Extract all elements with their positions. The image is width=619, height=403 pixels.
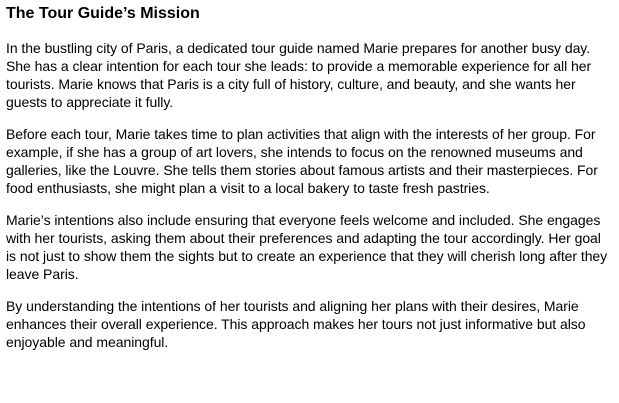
document-title: The Tour Guide’s Mission [6, 5, 200, 22]
paragraph-intro: In the bustling city of Paris, a dedicated tour guide named Marie prepares for another busy day. She has a clear intention for each tour she leads: to provide a memorable experience for all her tourists. Marie knows that Paris is a city full of history, culture, and beauty, and she wants her guests to appreciate it fully. [6, 40, 592, 110]
paragraph-conclusion: By understanding the intentions of her tourists and aligning her plans with their desires, Marie enhances their overall experience. This approach makes her tours not just informative but also enjoyable and meaningful. [6, 298, 586, 350]
paragraph-planning: Before each tour, Marie takes time to plan activities that align with the interests of her group. For example, if she has a group of art lovers, she intends to focus on the renowned museums and galleries, like the Louvre. She tells them stories about famous artists and their masterpieces. For food enthusiasts, she might plan a visit to a local bakery to taste fresh pastries. [6, 126, 598, 196]
paragraph-intentions: Marie’s intentions also include ensuring that everyone feels welcome and included. She engages with her tourists, asking them about their preferences and adapting the tour accordingly. Her goal is not just to show them the sights but to create an experience that they will cherish long after they leave Paris. [6, 212, 608, 282]
